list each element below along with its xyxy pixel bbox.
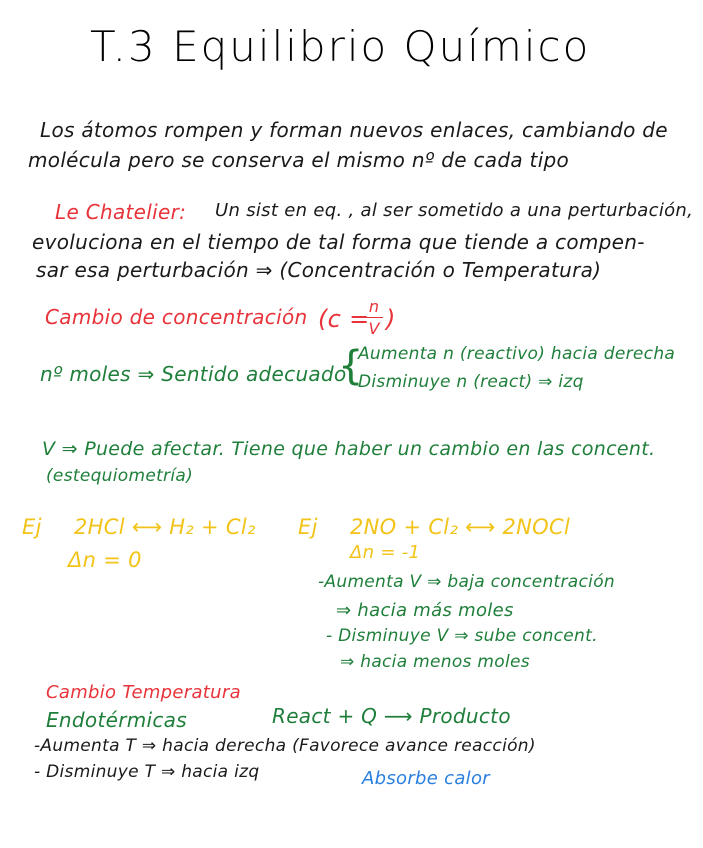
intro-line-2: molécula pero se conserva el mismo nº de cada tipo	[28, 148, 570, 172]
hacia-mas-moles: ⇒ hacia más moles	[336, 600, 514, 621]
moles-sentido: nº moles ⇒ Sentido adecuado	[40, 362, 347, 386]
temperatura-heading: Cambio Temperatura	[46, 682, 241, 703]
formula-numerator: n	[368, 297, 380, 316]
disminuye-v: - Disminuye V ⇒ sube concent.	[326, 626, 598, 646]
ejemplo-2-delta-n: Δn = -1	[350, 542, 421, 563]
le-chatelier-label: Le Chatelier:	[55, 200, 187, 224]
le-chatelier-line-3: sar esa perturbación ⇒ (Concentración o Temperatura)	[36, 258, 602, 282]
absorbe-calor: Absorbe calor	[362, 768, 490, 789]
volumen-line-1: V ⇒ Puede afectar. Tiene que haber un cambio en las concent.	[42, 438, 656, 460]
hacia-menos-moles: ⇒ hacia menos moles	[340, 652, 530, 672]
le-chatelier-line-1: Un sist en eq. , al ser sometido a una perturbación,	[215, 200, 694, 221]
concentracion-heading: Cambio de concentración	[45, 305, 308, 329]
formula-denominator: V	[368, 319, 380, 338]
ejemplo-2-ecuacion: 2NO + Cl₂ ⟷ 2NOCl	[350, 515, 571, 539]
le-chatelier-line-2: evoluciona en el tiempo de tal forma que tiende a compen-	[32, 230, 645, 254]
volumen-line-2: (estequiometría)	[46, 466, 194, 486]
intro-line-1: Los átomos rompen y forman nuevos enlaces, cambiando de	[40, 118, 668, 142]
ejemplo-1-ecuacion: 2HCl ⟷ H₂ + Cl₂	[74, 515, 256, 539]
curly-brace: {	[338, 343, 364, 389]
aumenta-n: Aumenta n (reactivo) hacia derecha	[358, 344, 676, 364]
ejemplo-1-label: Ej	[22, 515, 42, 539]
page-title: T.3 Equilibrio Químico	[90, 22, 591, 71]
aumenta-v: -Aumenta V ⇒ baja concentración	[318, 572, 615, 592]
endotermicas: Endotérmicas	[46, 708, 187, 732]
disminuye-t: - Disminuye T ⇒ hacia izq	[34, 762, 260, 782]
formula-open: (c =	[318, 305, 370, 333]
ejemplo-2-label: Ej	[298, 515, 318, 539]
formula-close: )	[386, 305, 396, 333]
fraction-bar	[365, 317, 383, 318]
ejemplo-1-delta-n: Δn = 0	[68, 548, 142, 572]
formula-fraction	[365, 297, 383, 338]
reaccion-endotermica: React + Q ⟶ Producto	[272, 704, 511, 728]
disminuye-n: Disminuye n (react) ⇒ izq	[358, 372, 584, 392]
aumenta-t: -Aumenta T ⇒ hacia derecha (Favorece avance reacción)	[34, 736, 536, 756]
